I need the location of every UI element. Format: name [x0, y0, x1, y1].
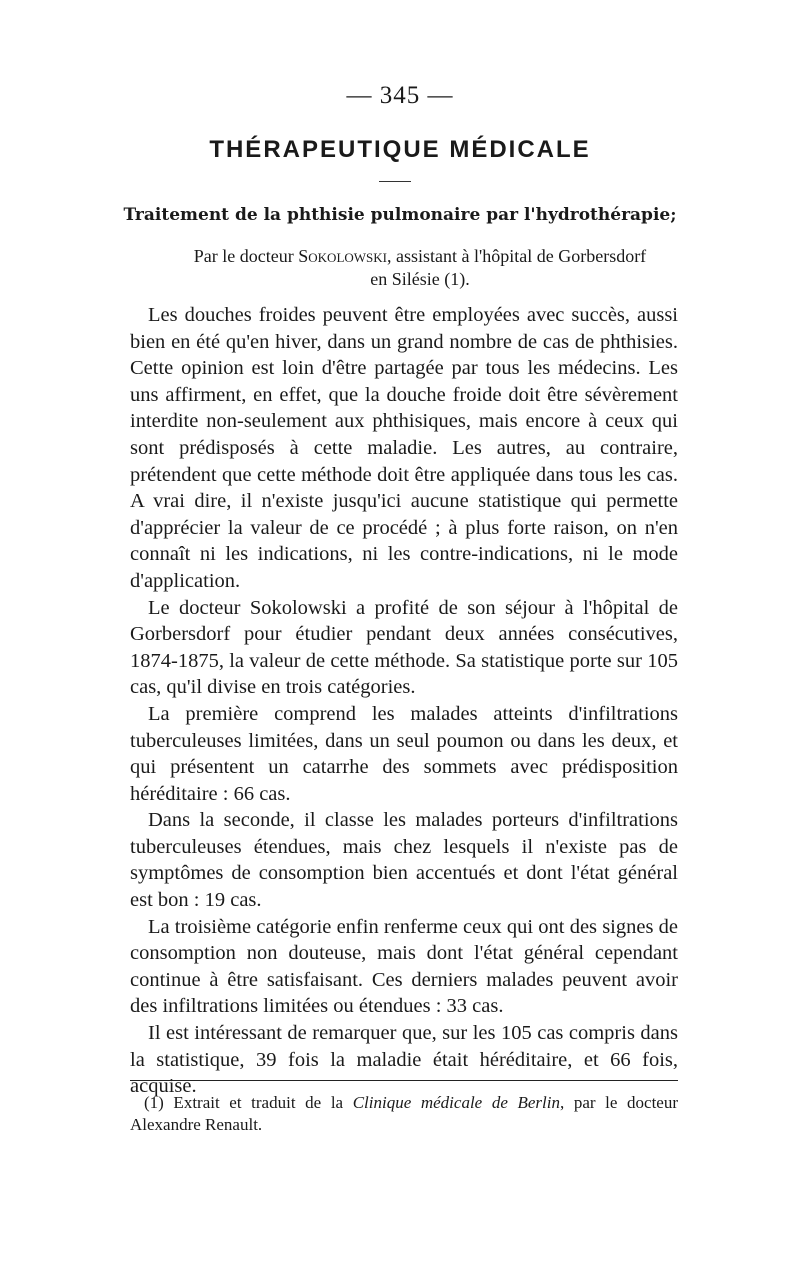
byline-location: en Silésie (1). [370, 269, 470, 289]
article-body [130, 302, 678, 1100]
paragraph: Dans la seconde, il classe les malades porteurs d'infiltrations tuberculeuses étendues, mais chez lesquels il n'existe pas de symptômes de consomption bien accentués et dont l'état général est bon : 19 cas. [130, 809, 678, 912]
footnote [130, 1092, 678, 1136]
footnote-tail: , par le docteur Alexandre Renault. [130, 1093, 679, 1134]
footnote-lead: (1) Extrait et traduit de la [144, 1093, 353, 1112]
paragraph: Le docteur Sokolowski a profité de son séjour à l'hôpital de Gorbersdorf pour étudier pendant deux années consécutives, 1874-1875, la valeur de cette méthode. Sa statistique porte sur 105 cas, qu'il divise en trois catégories. [130, 596, 678, 699]
footnote-journal: Clinique médicale de Berlin [352, 1093, 560, 1112]
section-title: THÉRAPEUTIQUE MÉDICALE [209, 136, 591, 163]
footnote-text [130, 1092, 678, 1136]
title-rule [379, 181, 411, 182]
byline-affiliation: , assistant à l'hôpital de Gorbersdorf [387, 246, 647, 266]
page-number: — 345 — [346, 82, 454, 109]
byline-author: Sokolowski [298, 246, 387, 266]
byline-prefix: Par le docteur [193, 246, 299, 266]
footnote-rule [130, 1080, 678, 1081]
paragraph: Les douches froides peuvent être employées avec succès, aussi bien en été qu'en hiver, dans un grand nombre de cas de phthisies. Cette opinion est loin d'être partagée par tous les médecins. Les uns affirment, en effet, que la douche froide doit être sévèrement interdite non-seulement aux phthisiques, mais encore à ceux qui sont prédisposés à cette maladie. Les autres, au contraire, prétendent que cette méthode doit être appliquée dans tous les cas. A vrai dire, il n'existe jusqu'ici aucune statistique qui permette d'apprécier la valeur de ce procédé ; à plus forte raison, on n'en connaît ni les indications, ni les contre-indications, ni le mode d'application. [130, 304, 678, 592]
paragraph: La troisième catégorie enfin renferme ceux qui ont des signes de consomption non douteuse, mais dont l'état général cependant continue à être satisfaisant. Ces derniers malades peuvent avoir des infiltrations limitées ou étendues : 33 cas. [130, 915, 678, 1018]
paragraph: La première comprend les malades atteints d'infiltrations tuberculeuses limitées, dans un seul poumon ou dans les deux, et qui présentent un catarrhe des sommets avec prédisposition héréditaire : 66 cas. [130, 702, 678, 805]
byline [150, 245, 690, 291]
article-title: Traitement de la phthisie pulmonaire par l'hydrothérapie; [123, 205, 677, 225]
paragraph: Il est intéressant de remarquer que, sur les 105 cas compris dans la statistique, 39 fois la maladie était héréditaire, et 66 fois, acquise. [130, 1022, 678, 1098]
